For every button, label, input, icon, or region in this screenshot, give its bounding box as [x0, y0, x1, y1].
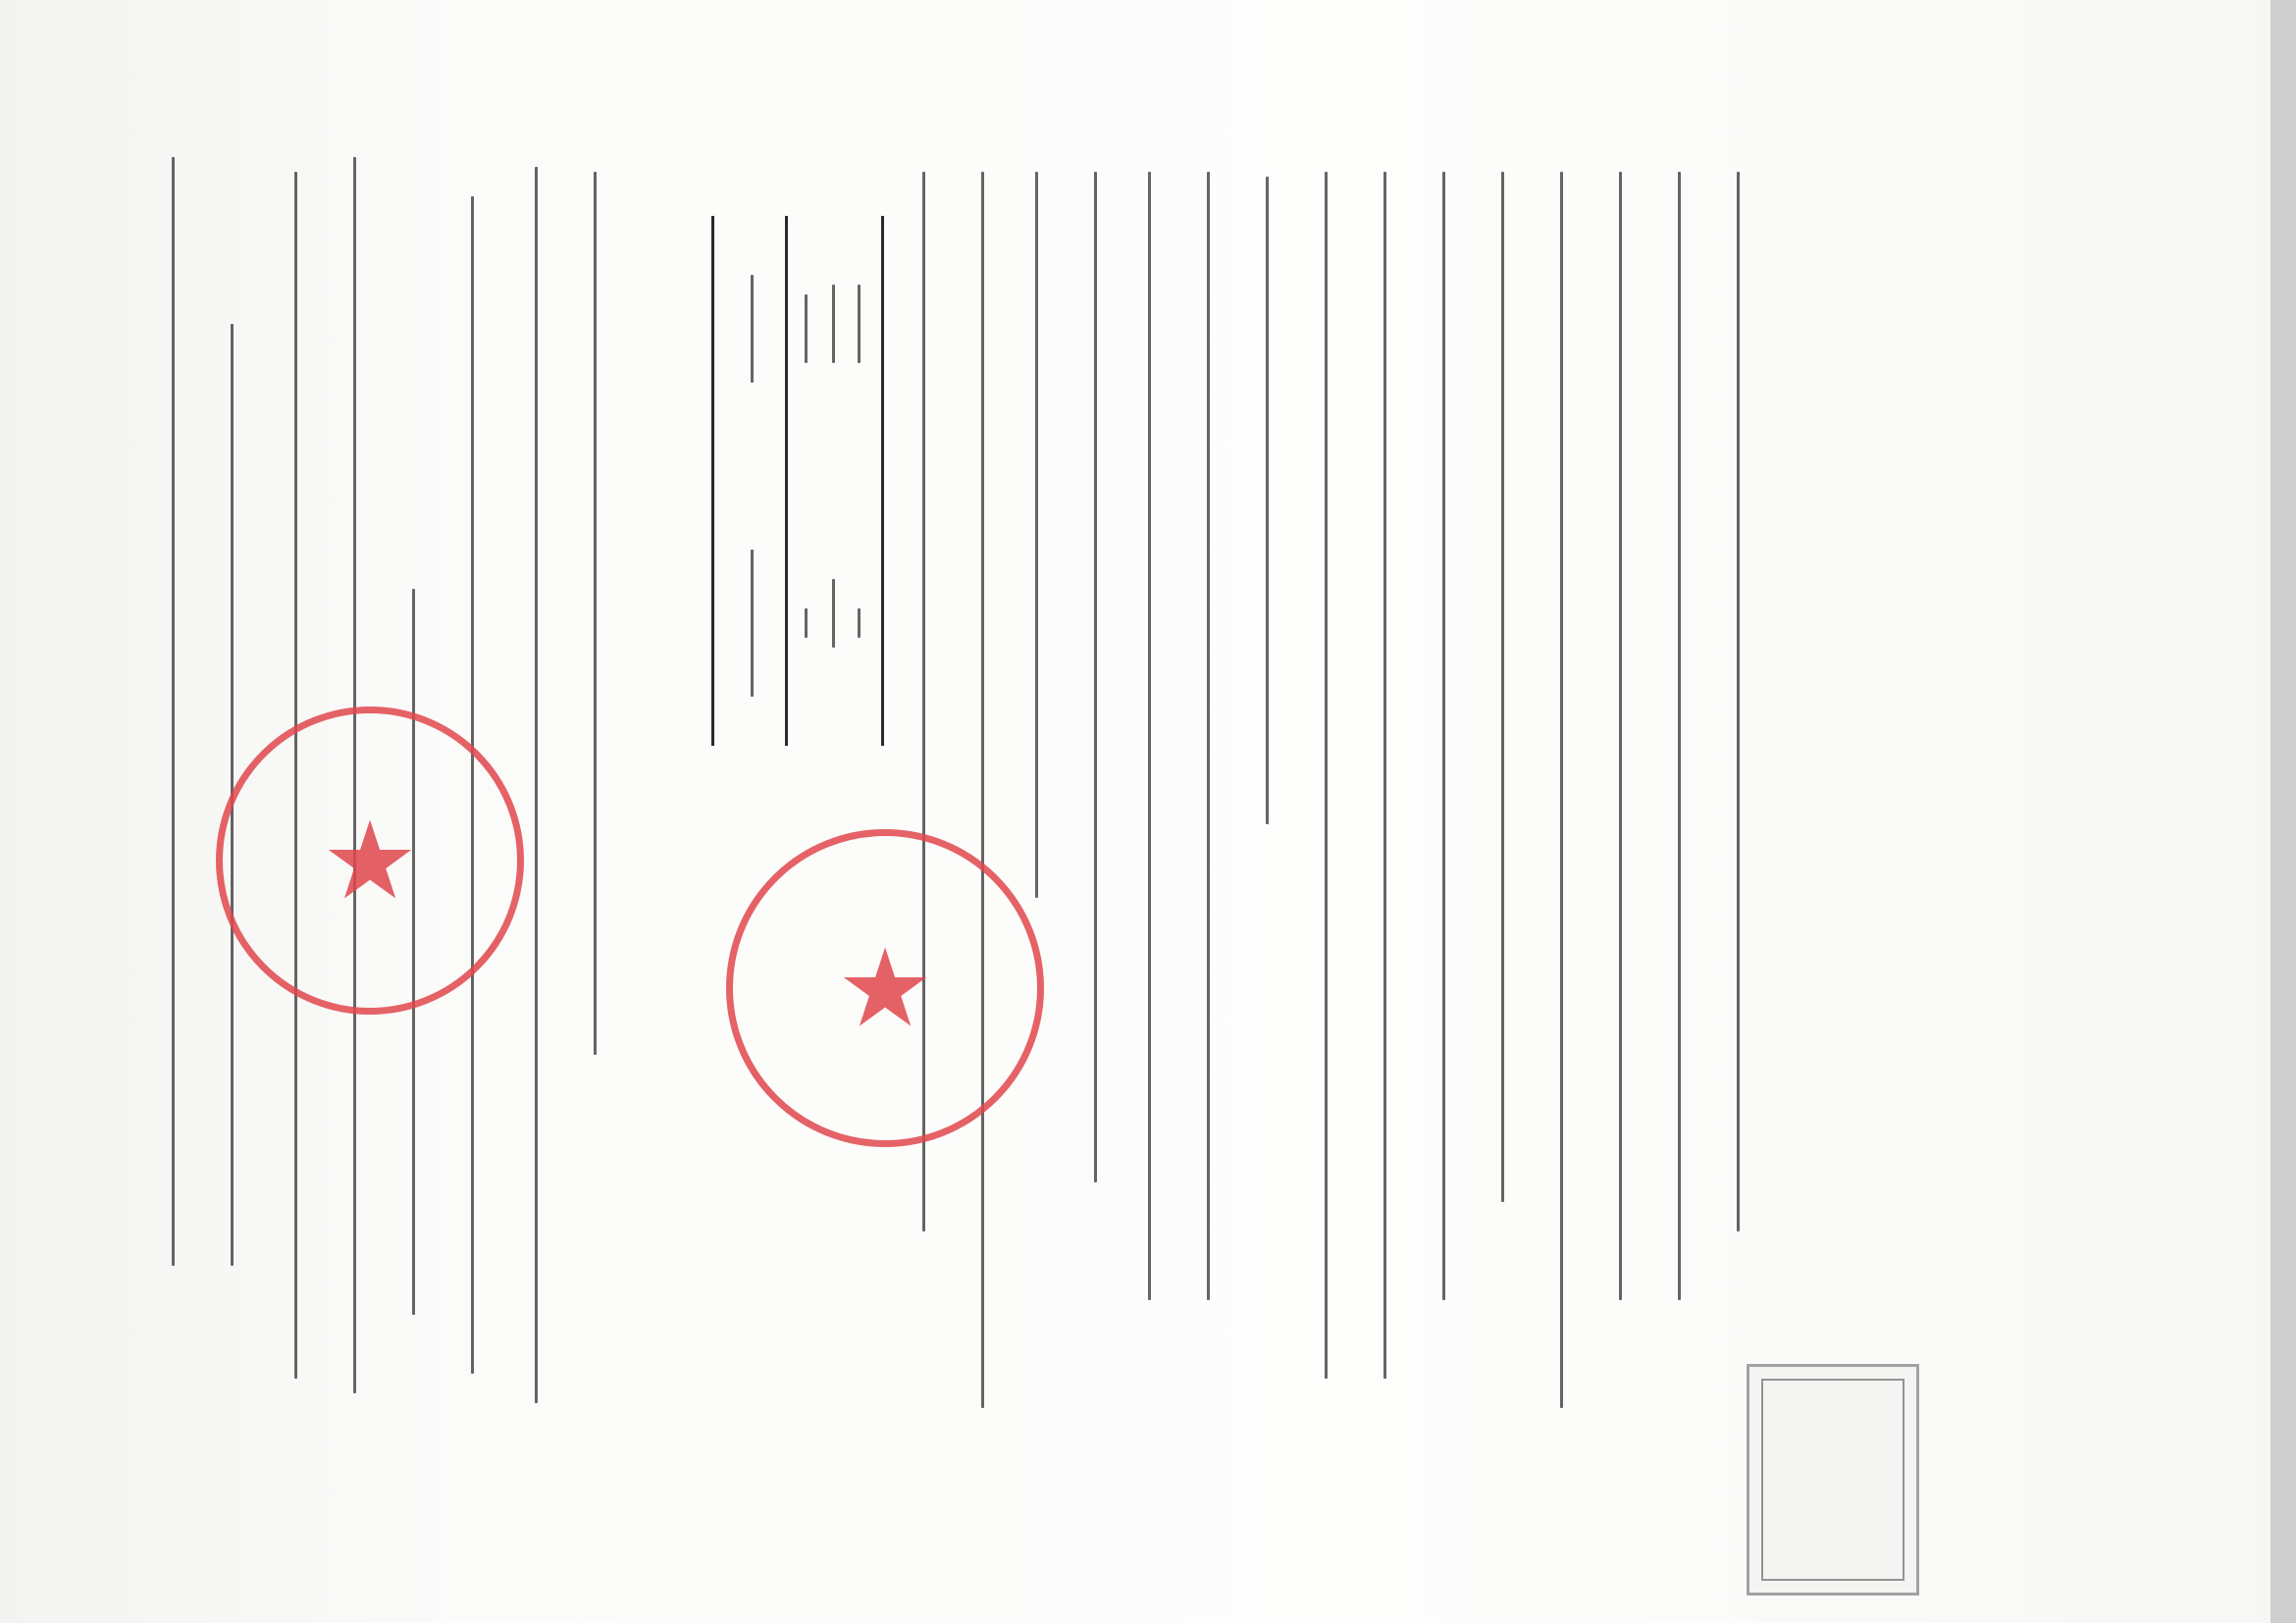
table-cell: [751, 550, 754, 697]
official-seal: [726, 829, 1044, 1147]
table-top-rule: [711, 216, 714, 746]
table-cell: [858, 608, 861, 638]
table-cell: [751, 275, 754, 383]
table-cell: [805, 294, 808, 363]
management-stamp-frame: [1761, 1379, 1905, 1581]
text-line: [1325, 172, 1328, 1379]
table-cell: [805, 608, 808, 638]
table-cell: [832, 285, 835, 363]
text-line: [1383, 172, 1386, 1379]
star-icon: ★: [321, 798, 419, 923]
text-line: [1207, 172, 1210, 1300]
table-cell: [858, 285, 861, 363]
official-seal: [216, 707, 524, 1015]
text-line: [1035, 172, 1038, 898]
text-line: [1619, 172, 1622, 1300]
text-line: [172, 157, 175, 1266]
text-line: [1266, 177, 1269, 824]
table-cell: [832, 579, 835, 648]
management-stamp: [1747, 1364, 1919, 1596]
text-line: [1094, 172, 1097, 1182]
text-line: [1442, 172, 1445, 1300]
text-line: [1148, 172, 1151, 1300]
text-line: [981, 172, 984, 1408]
text-line: [594, 172, 597, 1055]
text-line: [1737, 172, 1740, 1231]
scan-edge: [2270, 0, 2296, 1623]
star-icon: ★: [836, 925, 934, 1051]
text-line: [535, 167, 538, 1403]
text-line: [1501, 172, 1504, 1202]
table-header-rule: [785, 216, 788, 746]
table-bottom-rule: [881, 216, 884, 746]
text-line: [1560, 172, 1563, 1408]
text-line: [1678, 172, 1681, 1300]
